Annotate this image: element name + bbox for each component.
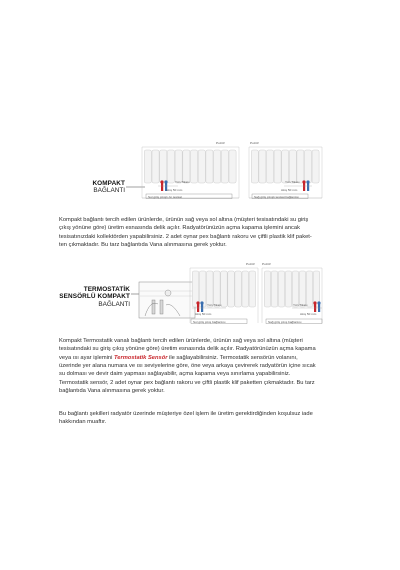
paragraph-line: üzerinde yer alana numara ve ısı seviyelerine göre, öne veya arkaya çevirerek radyatörün içine sıcak <box>59 363 316 370</box>
radiator-fin <box>160 150 167 183</box>
radiator-fin <box>191 150 198 183</box>
paragraph-line: Kompakt bağlantı tercih edilen ürünlerde, ürünün sağ veya sol altına (müşteri tesisatındaki su giriş <box>59 217 309 223</box>
radiator-fin <box>228 271 235 307</box>
radiator-fin <box>214 271 221 307</box>
termostatik-description <box>59 337 349 395</box>
paragraph-line: çıkış yönüne göre) üretim esnasında delik açılır. Radyatörünüzün açma kapama işlemini ancak <box>59 225 300 232</box>
radiator-top-label: Pozitif <box>216 141 225 145</box>
flow-label: Yön Tikası <box>175 180 190 184</box>
thermostatic-sensor-inset <box>139 282 195 318</box>
radiator-top-label: Pozitif <box>262 262 271 266</box>
kompakt-subtitle: BAĞLANTI <box>93 187 125 195</box>
paragraph-line <box>59 354 349 362</box>
radiator-top-label: Pozitif <box>246 262 255 266</box>
kompakt-description <box>59 216 349 249</box>
radiator-fin <box>259 150 266 183</box>
paragraph-line: su dolması ve devir daim yapması sağlayabilir, açma kapama veya sınırlama yapabilirsiniz. <box>59 371 291 378</box>
radiator-fin <box>221 150 228 183</box>
flow-label: Yön Tikası <box>285 180 300 184</box>
radiator-fin <box>297 150 304 183</box>
termostatik-sensor-highlight: Termostatik Sensör <box>113 354 168 361</box>
radiator-note: Sağ giriş çıkışlı tesisat bağlantısı <box>254 194 299 199</box>
radiator-fin <box>152 150 159 183</box>
radiator-fin <box>251 150 258 183</box>
radiator-note: Sol giriş çıkış bağlantısı <box>193 319 226 324</box>
radiator-fin <box>214 150 221 183</box>
radiator-fin <box>278 271 284 307</box>
radiator-fin <box>289 150 296 183</box>
radiator-fin <box>235 271 242 307</box>
paragraph-line: bağlantıda Vana alınmasına gerek yoktur. <box>59 388 165 395</box>
flow-label: Yön Tikası <box>293 303 308 307</box>
radiator-fin <box>292 271 298 307</box>
dimension-label: Akış 50 mm <box>281 188 298 192</box>
radiator-fin <box>229 150 236 183</box>
flow-label: Yön Tikası <box>207 303 222 307</box>
radiator-fin <box>264 271 270 307</box>
dimension-label: Akış 50 mm <box>166 188 183 192</box>
inlet-pipe-red <box>303 183 305 191</box>
kompakt-section-label <box>92 180 125 195</box>
radiator-fin <box>285 271 291 307</box>
paragraph-line: Bu bağlantı şekilleri radyatör üzerinde müşteriye özel işlem ile üretim gerektirdiğinden koşulsuz iade <box>59 411 313 417</box>
outlet-pipe-blue <box>307 183 309 191</box>
radiator-fin <box>183 150 190 183</box>
paragraph-text: ile sağlayabilirsiniz. Termostatik sensörün volanını, <box>167 354 298 361</box>
termostatik-subtitle: BAĞLANTI <box>98 300 130 308</box>
paragraph-line: Termostatik sensör, 2 adet oynar pex bağlantı rakoru ve çiftli plastik klif paketten çıkmaktadır. Bu tarz <box>59 379 315 386</box>
radiator-fin <box>299 271 305 307</box>
radiator-fin <box>207 271 214 307</box>
termostatik-title-line1: TERMOSTATİK <box>83 286 130 293</box>
radiator-fin <box>242 271 249 307</box>
radiator-fin <box>306 271 312 307</box>
radiator-fin <box>305 150 312 183</box>
radiator-fin <box>167 150 174 183</box>
termostatik-title-line2: SENSÖRLÜ KOMPAKT <box>59 293 130 301</box>
radiator-fin <box>221 271 228 307</box>
radiator-fin <box>198 150 205 183</box>
return-policy-note <box>59 410 349 427</box>
radiator-fin <box>271 271 277 307</box>
radiator-fin <box>274 150 281 183</box>
paragraph-line: tesisatındaki su giriş çıkış yönüne göre) üretim esnasında delik açılır. Radyatörünüzün açma kapama <box>59 346 316 353</box>
radiator-fin <box>206 150 213 183</box>
radiator-fin <box>175 150 182 183</box>
paragraph-line: Kompakt Termostatik vanalı bağlantı tercih edilen ürünlerde, ürünün sağ veya sol altına (müşteri <box>59 338 303 344</box>
termostatik-section-label <box>59 286 130 308</box>
radiator-fin <box>144 150 151 183</box>
paragraph-line: tesisatınızdaki kollektörden yapabilirsiniz. 2 adet oynar pex bağlantı rakoru ve çiftli plastik klif paket- <box>59 233 312 240</box>
dimension-label: Akış 50 mm <box>300 312 317 316</box>
paragraph-line: ten çıkmaktadır. Bu tarz bağlantıda Vana alınmasına gerek yoktur. <box>59 242 227 249</box>
radiator-fin <box>267 150 274 183</box>
paragraph-line: hakkından muaftır. <box>59 419 107 426</box>
kompakt-title: KOMPAKT <box>92 180 125 187</box>
radiator-note: Sol giriş çıkışlı ön tesisat <box>148 194 182 199</box>
paragraph-text: veya ısı ayar işlemini <box>59 354 114 361</box>
kompakt-radiator-left <box>142 147 239 199</box>
radiator-fin <box>312 150 319 183</box>
radiator-note: Sağ giriş çıkış bağlantısı <box>268 319 302 324</box>
radiator-fin <box>282 150 289 183</box>
radiator-top-label: Pozitif <box>250 141 259 145</box>
inlet-pipe-red <box>161 183 163 191</box>
radiator-fin <box>249 271 256 307</box>
dimension-label: Akış 50 mm <box>195 312 212 316</box>
